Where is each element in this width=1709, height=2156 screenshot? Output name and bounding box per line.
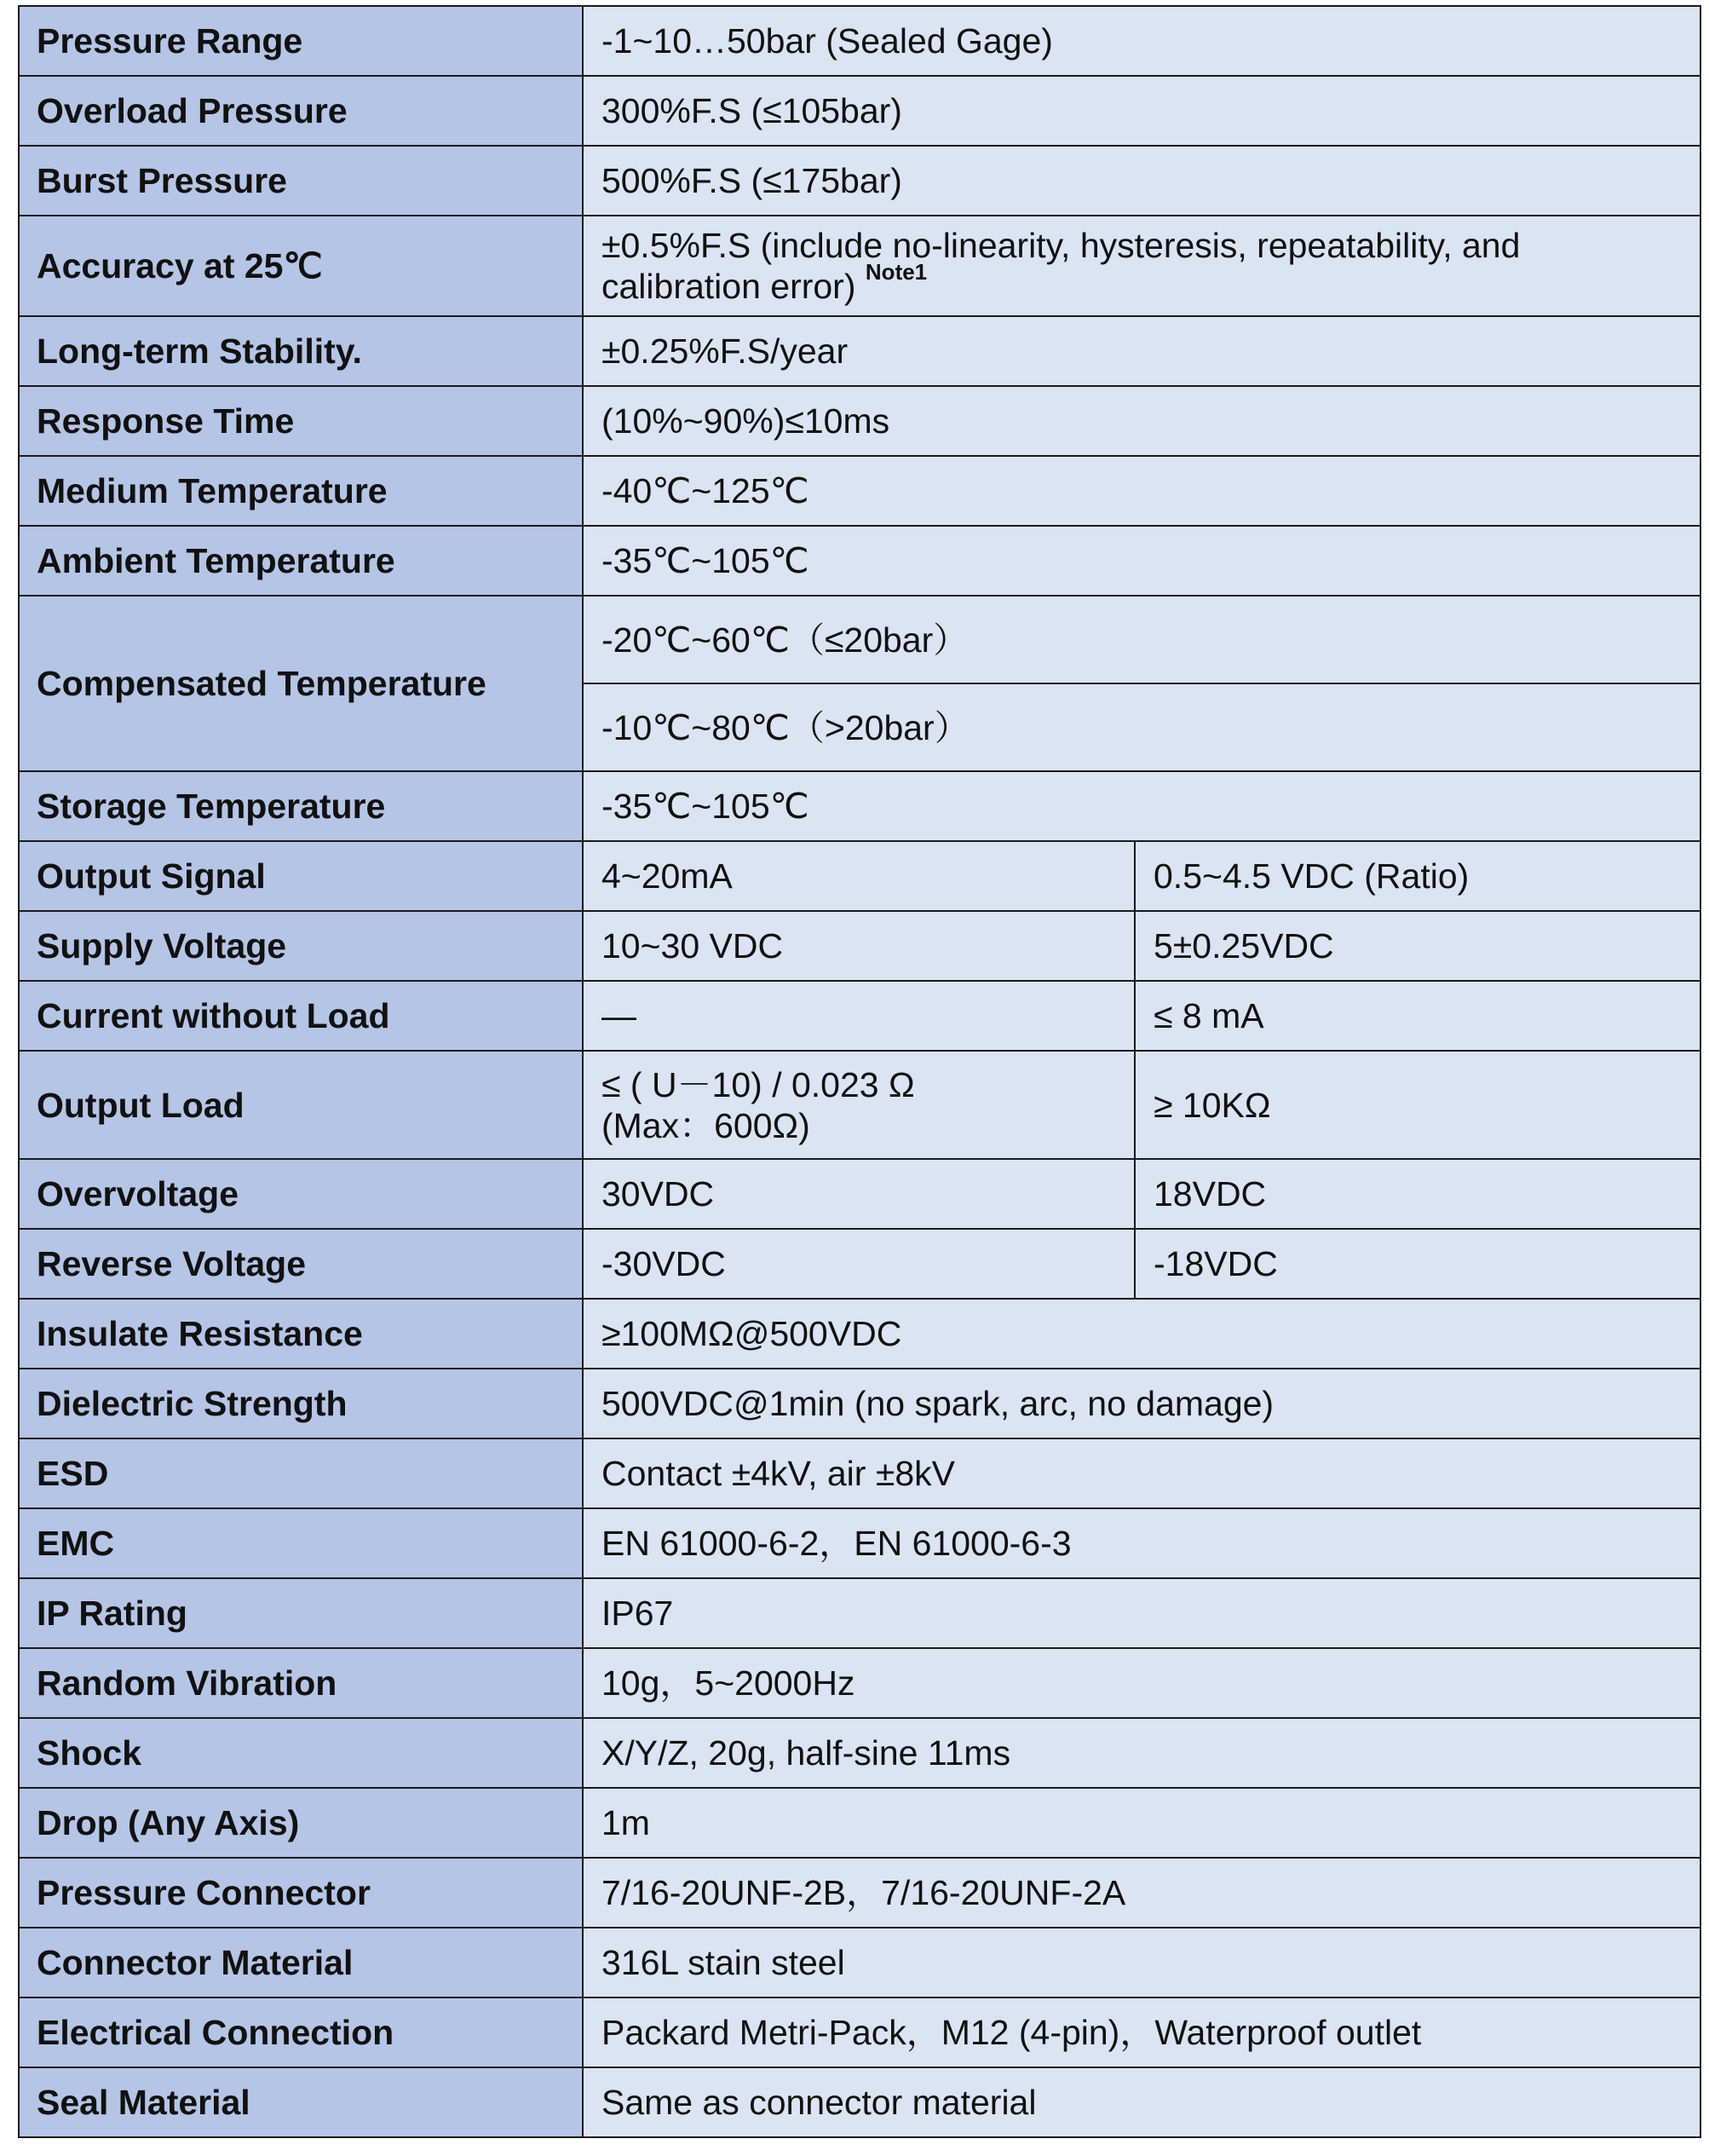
value-line: ≤ ( U－10) / 0.023 Ω	[601, 1064, 915, 1104]
row-value: -35℃~105℃	[583, 771, 1700, 841]
table-row	[19, 1369, 1700, 1438]
table-row	[19, 6, 1700, 76]
row-value: ≥100MΩ@500VDC	[583, 1299, 1700, 1369]
row-label: Pressure Connector	[19, 1858, 583, 1928]
table-row	[19, 1648, 1700, 1718]
row-label: Overload Pressure	[19, 76, 583, 146]
row-value: 316L stain steel	[583, 1928, 1700, 1997]
row-label: IP Rating	[19, 1578, 583, 1648]
row-label: Overvoltage	[19, 1159, 583, 1229]
table-row	[19, 216, 1700, 316]
row-value: 7/16-20UNF-2B，7/16-20UNF-2A	[583, 1858, 1700, 1928]
table-row	[19, 1788, 1700, 1858]
row-value-voltage: 18VDC	[1135, 1159, 1700, 1229]
row-label: Pressure Range	[19, 6, 583, 76]
row-label: EMC	[19, 1508, 583, 1578]
row-value-current: 4~20mA	[583, 841, 1135, 911]
spec-table	[18, 5, 1701, 2138]
row-value-voltage: -18VDC	[1135, 1229, 1700, 1299]
row-value: 10g，5~2000Hz	[583, 1648, 1700, 1718]
row-value: ±0.25%F.S/year	[583, 316, 1700, 386]
row-label: Shock	[19, 1718, 583, 1788]
row-label: ESD	[19, 1438, 583, 1508]
row-value: -35℃~105℃	[583, 526, 1700, 596]
row-value: Packard Metri-Pack，M12 (4-pin)，Waterproof outlet	[583, 1997, 1700, 2067]
table-row	[19, 456, 1700, 526]
row-value: -1~10…50bar (Sealed Gage)	[583, 6, 1700, 76]
row-label: Accuracy at 25℃	[19, 216, 583, 316]
table-row	[19, 1299, 1700, 1369]
row-value: -10℃~80℃（>20bar）	[583, 683, 1700, 771]
table-row	[19, 2067, 1700, 2137]
row-value: Contact ±4kV, air ±8kV	[583, 1438, 1700, 1508]
row-value-voltage: 0.5~4.5 VDC (Ratio)	[1135, 841, 1700, 911]
row-value-current: -30VDC	[583, 1229, 1135, 1299]
table-row	[19, 146, 1700, 216]
row-value: -20℃~60℃（≤20bar）	[583, 596, 1700, 683]
table-row	[19, 1229, 1700, 1299]
table-row	[19, 911, 1700, 981]
value-line	[601, 259, 1700, 307]
row-value: 300%F.S (≤105bar)	[583, 76, 1700, 146]
note-marker: Note1	[865, 259, 928, 285]
row-label: Random Vibration	[19, 1648, 583, 1718]
row-value-current: 10~30 VDC	[583, 911, 1135, 981]
row-value-current: 30VDC	[583, 1159, 1135, 1229]
table-row	[19, 596, 1700, 683]
table-row	[19, 1508, 1700, 1578]
table-row	[19, 771, 1700, 841]
table-row	[19, 1928, 1700, 1997]
row-value-voltage: 5±0.25VDC	[1135, 911, 1700, 981]
row-label: Ambient Temperature	[19, 526, 583, 596]
table-row	[19, 1159, 1700, 1229]
row-value	[583, 216, 1700, 316]
table-row	[19, 1051, 1700, 1159]
table-row	[19, 386, 1700, 456]
row-label: Medium Temperature	[19, 456, 583, 526]
table-row	[19, 316, 1700, 386]
value-line: (Max：600Ω)	[601, 1105, 810, 1145]
table-row	[19, 1858, 1700, 1928]
row-value: 500%F.S (≤175bar)	[583, 146, 1700, 216]
row-label: Insulate Resistance	[19, 1299, 583, 1369]
table-row	[19, 841, 1700, 911]
row-value-current	[583, 1051, 1135, 1159]
row-value-current: —	[583, 981, 1135, 1051]
value-line: ±0.5%F.S (include no-linearity, hysteresis, repeatability, and	[601, 226, 1521, 265]
row-value: IP67	[583, 1578, 1700, 1648]
row-label: Drop (Any Axis)	[19, 1788, 583, 1858]
table-row	[19, 1578, 1700, 1648]
row-label: Reverse Voltage	[19, 1229, 583, 1299]
table-row	[19, 76, 1700, 146]
table-row	[19, 981, 1700, 1051]
row-value: -40℃~125℃	[583, 456, 1700, 526]
row-label: Output Load	[19, 1051, 583, 1159]
table-row	[19, 526, 1700, 596]
table-row	[19, 1997, 1700, 2067]
table-row	[19, 1718, 1700, 1788]
row-label: Electrical Connection	[19, 1997, 583, 2067]
row-label: Seal Material	[19, 2067, 583, 2137]
row-value: 500VDC@1min (no spark, arc, no damage)	[583, 1369, 1700, 1438]
row-label: Output Signal	[19, 841, 583, 911]
row-label: Response Time	[19, 386, 583, 456]
row-value: 1m	[583, 1788, 1700, 1858]
row-value: Same as connector material	[583, 2067, 1700, 2137]
row-value: X/Y/Z, 20g, half-sine 11ms	[583, 1718, 1700, 1788]
row-label: Compensated Temperature	[19, 596, 583, 771]
row-value: (10%~90%)≤10ms	[583, 386, 1700, 456]
row-label: Storage Temperature	[19, 771, 583, 841]
row-label: Supply Voltage	[19, 911, 583, 981]
row-label: Current without Load	[19, 981, 583, 1051]
row-label: Connector Material	[19, 1928, 583, 1997]
row-value: EN 61000-6-2，EN 61000-6-3	[583, 1508, 1700, 1578]
row-label: Burst Pressure	[19, 146, 583, 216]
row-value-voltage: ≤ 8 mA	[1135, 981, 1700, 1051]
table-row	[19, 1438, 1700, 1508]
row-label: Dielectric Strength	[19, 1369, 583, 1438]
value-text: calibration error)	[601, 267, 856, 306]
row-label: Long-term Stability.	[19, 316, 583, 386]
row-value-voltage: ≥ 10KΩ	[1135, 1051, 1700, 1159]
